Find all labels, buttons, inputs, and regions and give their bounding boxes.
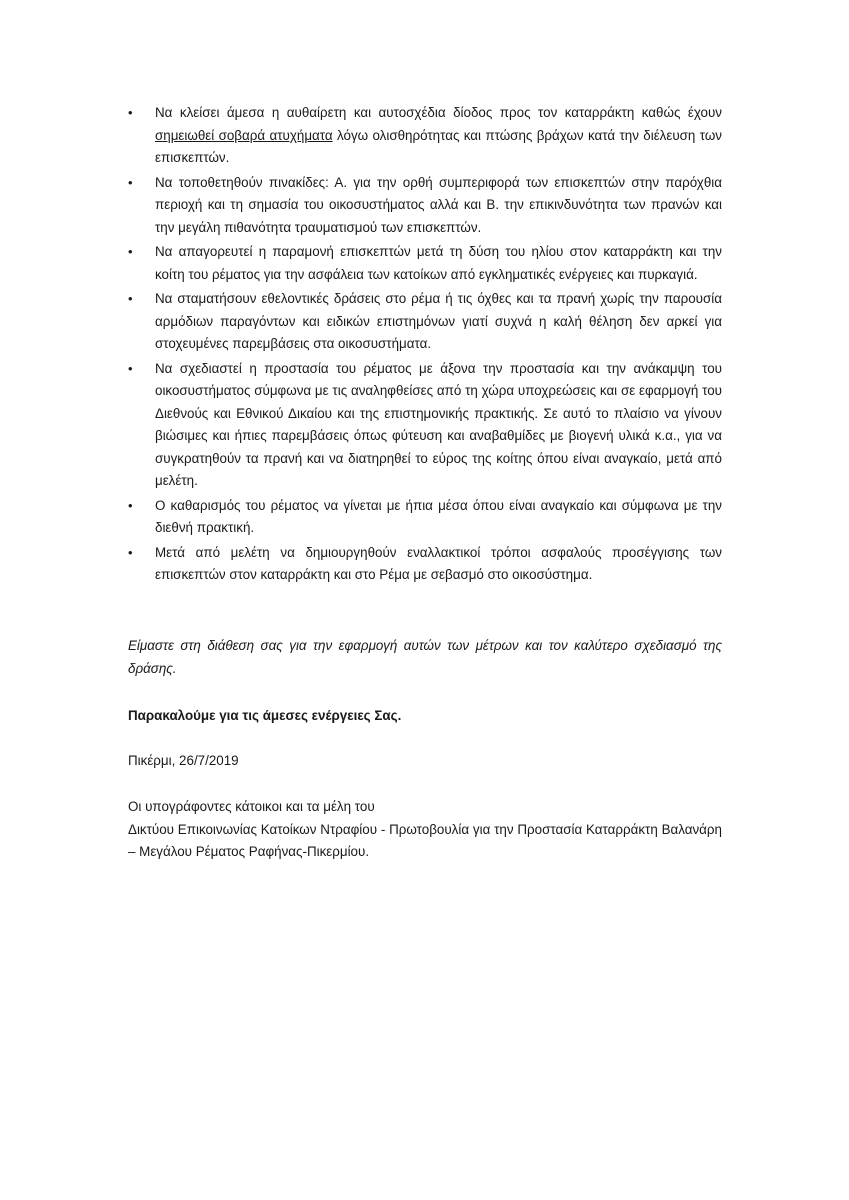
bullet-text: Να απαγορευτεί η παραμονή επισκεπτών μετά τη δύση του ηλίου στον καταρράκτη και την κοίτη του ρέματος για την ασφάλεια των κατοίκων από εγκληματικές ενέργειες και πυρκαγιά. [155,244,722,282]
bullet-text-start: Να κλείσει άμεσα η αυθαίρετη και αυτοσχέδια δίοδος προς τον καταρράκτη καθώς έχουν [155,105,722,120]
signatories-block [128,796,722,864]
request-line: Παρακαλούμε για τις άμεσες ενέργειες Σας. [128,708,402,723]
bullet-icon: • [128,105,133,120]
measures-list [128,102,722,589]
bullet-text: Να τοποθετηθούν πινακίδες: Α. για την ορθή συμπεριφορά των επισκεπτών στην παρόχθια περιοχή και τη σημασία του οικοσυστήματος αλλά και Β. την επικινδυνότητα των πρανών και την μεγάλη πιθανότητα τραυματισμού των επισκεπτών. [155,174,722,235]
signatories-line-2: Δικτύου Επικοινωνίας Κατοίκων Ντραφίου - Πρωτοβουλία για την Προστασία Καταρράκτη Βαλανάρη – Μεγάλου Ρέματος Ραφήνας-Πικερμίου. [128,821,722,859]
bullet-text: Μετά από μελέτη να δημιουργηθούν εναλλακτικοί τρόποι ασφαλούς προσέγγισης των επισκεπτών στον καταρράκτη και στο Ρέμα με σεβασμό στο οικοσύστημα. [155,544,722,582]
list-item [128,288,722,356]
bullet-text: Να σταματήσουν εθελοντικές δράσεις στο ρέμα ή τις όχθες και τα πρανή χωρίς την παρουσία αρμόδιων παραγόντων και ειδικών επιστημόνων γιατί συχνά η καλή θέληση δεν αρκεί για στοχευμένες παρεμβάσεις στα οικοσυστήματα. [155,291,722,351]
availability-note: Είμαστε στη διάθεση σας για την εφαρμογή αυτών των μέτρων και τον καλύτερο σχεδιασμό της δράσης. [128,638,722,676]
list-item [128,495,722,540]
list-item [128,172,722,240]
bullet-icon: • [128,360,133,376]
list-item [128,542,722,587]
bullet-text-end: λόγω ολισθηρότητας και πτώσης βράχων κατά την διέλευση των επισκεπτών. [155,127,723,165]
bullet-text: Ο καθαρισμός του ρέματος να γίνεται με ήπια μέσα όπου είναι αναγκαίο και σύμφωνα με την διεθνή πρακτική. [155,497,722,535]
place-date: Πικέρμι, 26/7/2019 [128,753,239,768]
list-item [128,102,722,170]
signatories-line-1: Οι υπογράφοντες κάτοικοι και τα μέλη του [128,799,375,814]
list-item [128,241,722,286]
bullet-icon: • [128,544,133,560]
list-item [128,358,722,493]
bullet-icon: • [128,291,133,306]
bullet-icon: • [128,244,133,259]
bullet-text: Να σχεδιαστεί η προστασία του ρέματος με άξονα την προστασία και την ανάκαμψη του οικοσυστήματος σύμφωνα με τις αναληφθείσες από τη χώρα υποχρεώσεις και σε εφαρμογή του Διεθνούς και Εθνικού Δικαίου και της επιστημονικής πρακτικής. Σε αυτό το πλαίσιο να γίνουν βιώσιμες και ήπιες παρεμβάσεις όπως φύτευση και αναβαθμίδες με βιογενή υλικά κ.α., για να συγκρατηθούν τα πρανή και να διατηρηθεί το εύρος της κοίτης όπου είναι αναγκαίο, μετά από μελέτη. [155,360,722,488]
underlined-phrase: σημειωθεί σοβαρά ατυχήματα [155,127,333,143]
bullet-icon: • [128,174,133,190]
bullet-icon: • [128,497,133,513]
